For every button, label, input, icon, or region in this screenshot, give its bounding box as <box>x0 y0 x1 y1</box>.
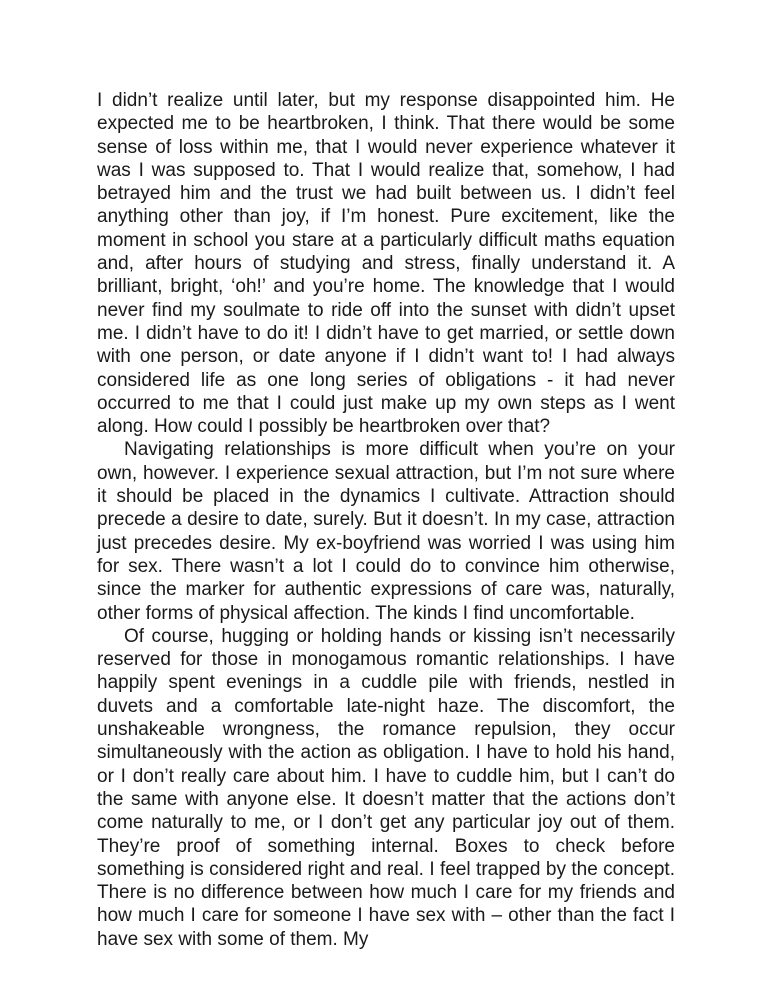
paragraph-2: Navigating relationships is more difficult when you’re on your own, however. I experience sexual attraction, but I’m not sure where it should be placed in the dynamics I cultivate. Attraction should precede a desire to date, surely. But it doesn’t. In my case, attraction just precedes desire. My ex-boyfriend was worried I was using him for sex. There wasn’t a lot I could do to convince him otherwise, since the marker for authentic expressions of care was, naturally, other forms of physical affection. The kinds I find uncomfortable. <box>97 439 675 624</box>
document-body <box>97 89 675 951</box>
paragraph-3: Of course, hugging or holding hands or kissing isn’t necessarily reserved for those in monogamous romantic relationships. I have happily spent evenings in a cuddle pile with friends, nestled in duvets and a comfortable late-night haze. The discomfort, the unshakeable wrongness, the romance repulsion, they occur simultaneously with the action as obligation. I have to hold his hand, or I don’t really care about him. I have to cuddle him, but I can’t do the same with anyone else. It doesn’t matter that the actions don’t come naturally to me, or I don’t get any particular joy out of them. They’re proof of something internal. Boxes to check before something is considered right and real. I feel trapped by the concept. There is no difference between how much I care for my friends and how much I care for someone I have sex with – other than the fact I have sex with some of them. My <box>97 625 675 950</box>
paragraph-1: I didn’t realize until later, but my response disappointed him. He expected me to be heartbroken, I think. That there would be some sense of loss within me, that I would never experience whatever it was I was supposed to. That I would realize that, somehow, I had betrayed him and the trust we had built between us. I didn’t feel anything other than joy, if I’m honest. Pure excitement, like the moment in school you stare at a particularly difficult maths equation and, after hours of studying and stress, finally understand it. A brilliant, bright, ‘oh!’ and you’re home. The knowledge that I would never find my soulmate to ride off into the sunset with didn’t upset me. I didn’t have to do it! I didn’t have to get married, or settle down with one person, or date anyone if I didn’t want to! I had always considered life as one long series of obligations - it had never occurred to me that I could just make up my own steps as I went along. How could I possibly be heartbroken over that? <box>97 90 675 438</box>
